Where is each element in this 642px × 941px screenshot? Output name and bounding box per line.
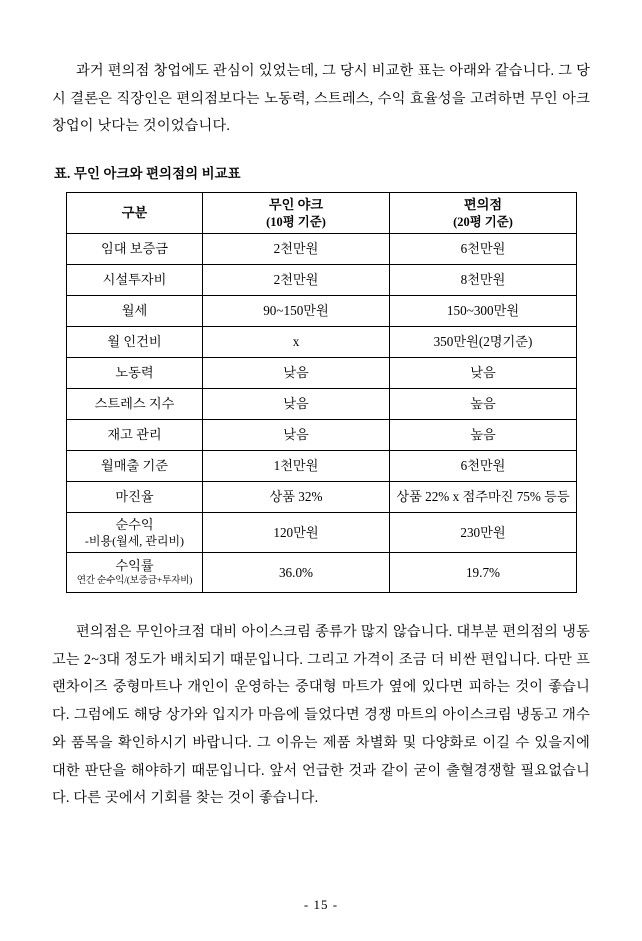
table-header-row	[67, 193, 577, 234]
intro-paragraph: 과거 편의점 창업에도 관심이 있었는데, 그 당시 비교한 표는 아래와 같습니다. 그 당시 결론은 직장인은 편의점보다는 노동력, 스트레스, 수익 효율성을 고려하면 무인 아크 창업이 낫다는 것이었습니다.	[52, 63, 590, 135]
row-value-6-col3: 높음	[390, 420, 577, 451]
table-row	[67, 513, 577, 553]
row-value-3-col2: x	[203, 327, 390, 358]
row-value-1-col3: 8천만원	[390, 265, 577, 296]
table-row	[67, 389, 577, 420]
header-main-0: 구분	[121, 205, 148, 221]
row-label-10	[67, 553, 203, 593]
row-label-7: 월매출 기준	[67, 451, 203, 482]
row-value-10-col3: 19.7%	[390, 553, 577, 593]
table-row	[67, 420, 577, 451]
table-row	[67, 296, 577, 327]
row-label-6: 재고 관리	[67, 420, 203, 451]
row-value-5-col2: 낮음	[203, 389, 390, 420]
row-label-2: 월세	[67, 296, 203, 327]
row-label-8: 마진율	[67, 482, 203, 513]
header-sub-1: (10평 기준)	[266, 214, 326, 229]
row-value-2-col2: 90~150만원	[203, 296, 390, 327]
row-value-0-col3: 6천만원	[390, 234, 577, 265]
row-value-2-col3: 150~300만원	[390, 296, 577, 327]
header-main-1: 무인 야크	[268, 196, 324, 212]
table-header-cell-1	[203, 193, 390, 234]
row-value-0-col2: 2천만원	[203, 234, 390, 265]
row-label-10-main: 수익률	[115, 558, 154, 574]
table-header-cell-2	[390, 193, 577, 234]
row-label-3: 월 인건비	[67, 327, 203, 358]
row-value-4-col3: 낮음	[390, 358, 577, 389]
row-value-6-col2: 낮음	[203, 420, 390, 451]
table-caption: 표. 무인 아크와 편의점의 비교표	[54, 166, 241, 182]
row-label-9-main: 순수익	[115, 516, 154, 532]
table-row	[67, 451, 577, 482]
row-value-1-col2: 2천만원	[203, 265, 390, 296]
row-value-4-col2: 낮음	[203, 358, 390, 389]
row-label-4: 노동력	[67, 358, 203, 389]
row-label-10-note: 연간 순수익/(보증금+투자비)	[76, 575, 193, 586]
row-label-9-note: -비용(월세, 관리비)	[84, 534, 185, 549]
row-value-8-col3: 상품 22% x 점주마진 75% 등등	[390, 482, 577, 513]
header-sub-2: (20평 기준)	[453, 214, 513, 229]
row-label-1: 시설투자비	[67, 265, 203, 296]
table-row	[67, 482, 577, 513]
row-value-8-col2: 상품 32%	[203, 482, 390, 513]
row-value-7-col3: 6천만원	[390, 451, 577, 482]
row-label-0: 임대 보증금	[67, 234, 203, 265]
closing-paragraph: 편의점은 무인아크점 대비 아이스크림 종류가 많지 않습니다. 대부분 편의점의 냉동고는 2~3대 정도가 배치되기 때문입니다. 그리고 가격이 조금 더 비싼 편입니다. 다만 프랜차이즈 중형마트나 개인이 운영하는 중대형 마트가 옆에 있다면 피하는 것이 좋습니다. 그럼에도 해당 상가와 입지가 마음에 들었다면 경쟁 마트의 아이스크림 냉동고 개수와 품목을 확인하시기 바랍니다. 그 이유는 제품 차별화 및 다양화로 이길 수 있을지에 대한 판단을 해야하기 때문입니다. 앞서 언급한 것과 같이 굳이 출혈경쟁할 필요없습니다. 다른 곳에서 기회를 찾는 것이 좋습니다.	[52, 624, 590, 807]
table-header-cell-0	[67, 193, 203, 234]
row-value-10-col2: 36.0%	[203, 553, 390, 593]
row-label-5: 스트레스 지수	[67, 389, 203, 420]
table-row	[67, 358, 577, 389]
page-number: - 15 -	[303, 897, 339, 912]
row-value-9-col3: 230만원	[390, 513, 577, 553]
table-row	[67, 234, 577, 265]
row-label-9	[67, 513, 203, 553]
row-value-9-col2: 120만원	[203, 513, 390, 553]
row-value-7-col2: 1천만원	[203, 451, 390, 482]
comparison-table	[66, 192, 577, 593]
table-row	[67, 265, 577, 296]
header-main-2: 편의점	[463, 196, 503, 212]
table-row	[67, 327, 577, 358]
row-value-5-col3: 높음	[390, 389, 577, 420]
row-value-3-col3: 350만원(2명기준)	[390, 327, 577, 358]
table-row	[67, 553, 577, 593]
